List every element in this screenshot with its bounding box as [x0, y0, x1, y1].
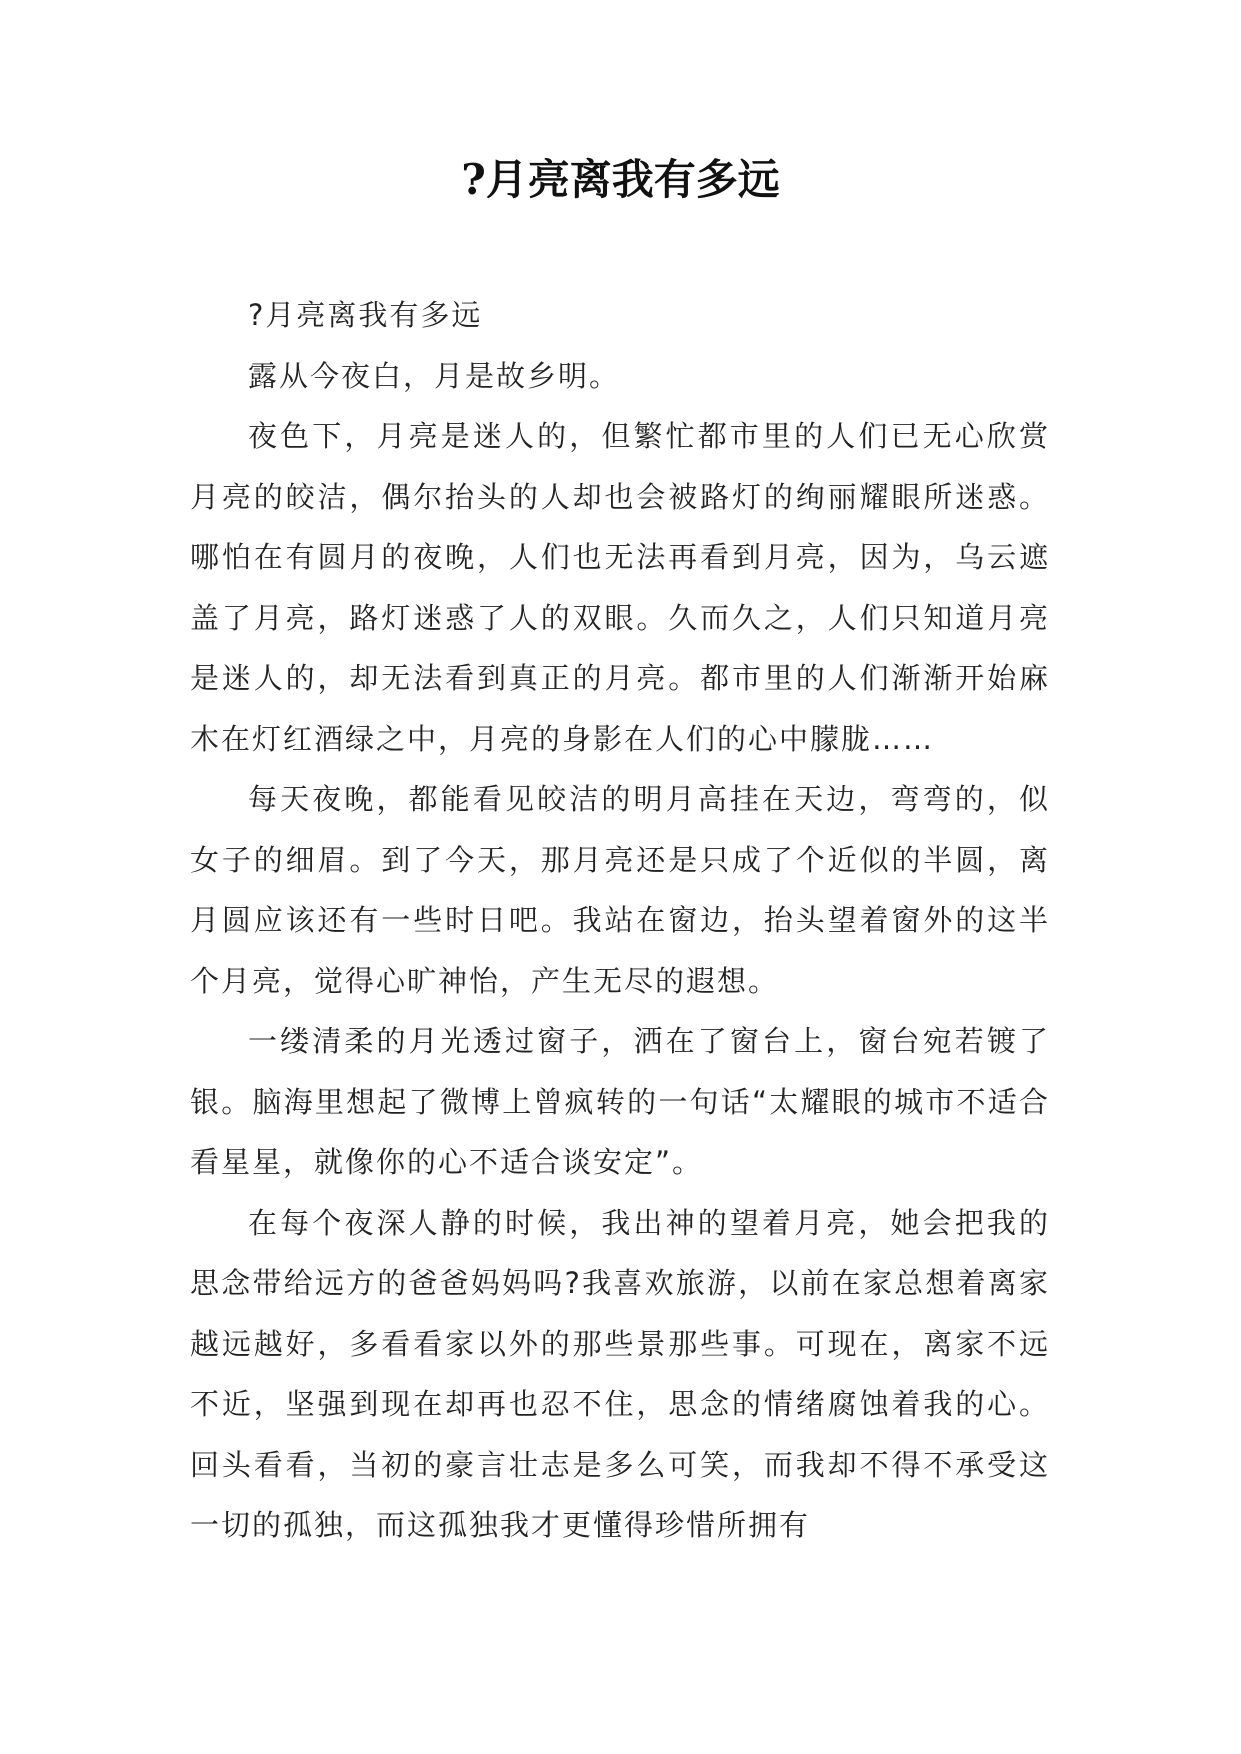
- paragraph-subtitle: ?月亮离我有多远: [248, 298, 483, 332]
- paragraph-quote: 露从今夜白，月是故乡明。: [248, 358, 621, 393]
- paragraph-moonlight: 一缕清柔的月光透过窗子，洒在了窗台上，窗台宛若镀了银。脑海里想起了微博上曾疯转的一句话“太耀眼的城市不适合看星星，就像你的心不适合谈安定”。: [190, 1024, 1050, 1179]
- document-title: ?月亮离我有多远: [461, 155, 780, 204]
- paragraph-night-city: 夜色下，月亮是迷人的，但繁忙都市里的人们已无心欣赏月亮的皎洁，偶尔抬头的人却也会被路灯的绚丽耀眼所迷惑。哪怕在有圆月的夜晚，人们也无法再看到月亮，因为，乌云遮盖了月亮，路灯迷惑了人的双眼。久而久之，人们只知道月亮是迷人的，却无法看到真正的月亮。都市里的人们渐渐开始麻木在灯红酒绿之中，月亮的身影在人们的心中朦胧……: [190, 419, 1050, 756]
- paragraph-homesick: 在每个夜深人静的时候，我出神的望着月亮，她会把我的思念带给远方的爸爸妈妈吗?我喜欢旅游，以前在家总想着离家越远越好，多看看家以外的那些景那些事。可现在，离家不远不近，坚强到现在却再也忍不住，思念的情绪腐蚀着我的心。回头看看，当初的豪言壮志是多么可笑，而我却不得不承受这一切的孤独，而这孤独我才更懂得珍惜所拥有: [190, 1205, 1050, 1542]
- document-body: [190, 285, 1050, 1556]
- paragraph-half-moon: 每天夜晚，都能看见皎洁的明月高挂在天边，弯弯的，似女子的细眉。到了今天，那月亮还是只成了个近似的半圆，离月圆应该还有一些时日吧。我站在窗边，抬头望着窗外的这半个月亮，觉得心旷神怡，产生无尽的遐想。: [190, 782, 1050, 998]
